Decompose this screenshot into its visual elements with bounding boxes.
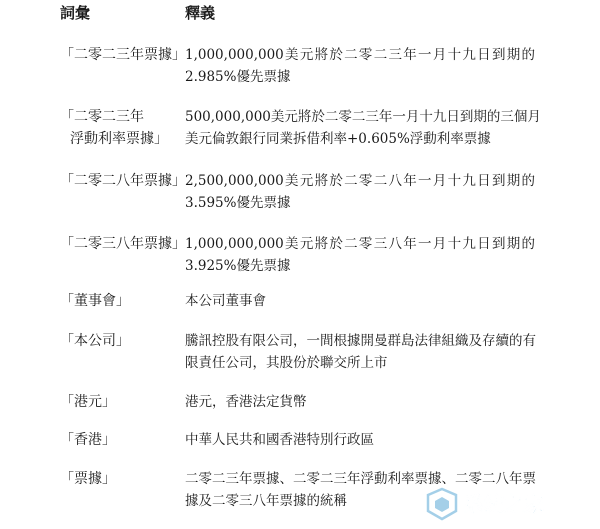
entry-definition [185, 44, 535, 88]
definition-line: 3.925%優先票據 [185, 258, 291, 274]
entry-definition [185, 170, 535, 214]
entry-term: 「二零二八年票據」 [60, 173, 186, 189]
definition-line: 2.985%優先票據 [185, 69, 291, 85]
definition-line: 二零二三年票據、二零二三年浮動利率票據、二零二八年票 [185, 471, 536, 487]
entry-definition [185, 429, 535, 451]
entry-definition [185, 391, 535, 413]
entry-term: 「票據」 [60, 471, 116, 487]
entry-term: 「二零二三年票據」 [60, 47, 186, 63]
definition-line: 1,000,000,000美元將於二零三八年一月十九日到期的 [185, 236, 535, 252]
definition-line: 港元，香港法定貨幣 [185, 394, 307, 410]
entry-term-line: 浮動利率票據」 [70, 131, 168, 147]
entry-term: 「二零三八年票據」 [60, 236, 186, 252]
definition-line: 據及二零三八年票據的統稱 [185, 493, 347, 509]
definition-line: 本公司董事會 [185, 293, 266, 309]
header-term-label: 詞彙 [60, 4, 91, 22]
entry-definition [185, 330, 535, 374]
definition-line: 500,000,000美元將於二零二三年一月十九日到期的三個月 [185, 109, 541, 125]
definition-line: 1,000,000,000美元將於二零二三年一月十九日到期的 [185, 47, 535, 63]
watermark-logo [422, 487, 592, 521]
definition-line: 美元倫敦銀行同業拆借利率+0.605%浮動利率票據 [185, 131, 491, 147]
header-definition-label: 釋義 [185, 4, 216, 22]
entry-term: 「本公司」 [60, 333, 130, 349]
definition-line: 騰訊控股有限公司，一間根據開曼群島法律組織及存續的有 [185, 333, 536, 349]
definition-line: 中華人民共和國香港特別行政區 [185, 432, 374, 448]
definition-line: 3.595%優先票據 [185, 195, 291, 211]
entry-term-line: 「二零二三年 [60, 109, 144, 125]
entry-term: 「港元」 [60, 394, 116, 410]
entry-term: 「香港」 [60, 432, 116, 448]
definition-line: 2,500,000,000美元將於二零二八年一月十九日到期的 [185, 173, 535, 189]
entry-definition [185, 290, 535, 312]
entry-term: 「董事會」 [60, 293, 130, 309]
watermark-text: 系统之家 [464, 492, 544, 516]
entry-definition [185, 233, 535, 277]
table-header [60, 2, 580, 26]
definition-line: 限責任公司，其股份於聯交所上市 [185, 355, 388, 371]
entry-term [60, 106, 178, 150]
entry-definition [185, 106, 541, 150]
